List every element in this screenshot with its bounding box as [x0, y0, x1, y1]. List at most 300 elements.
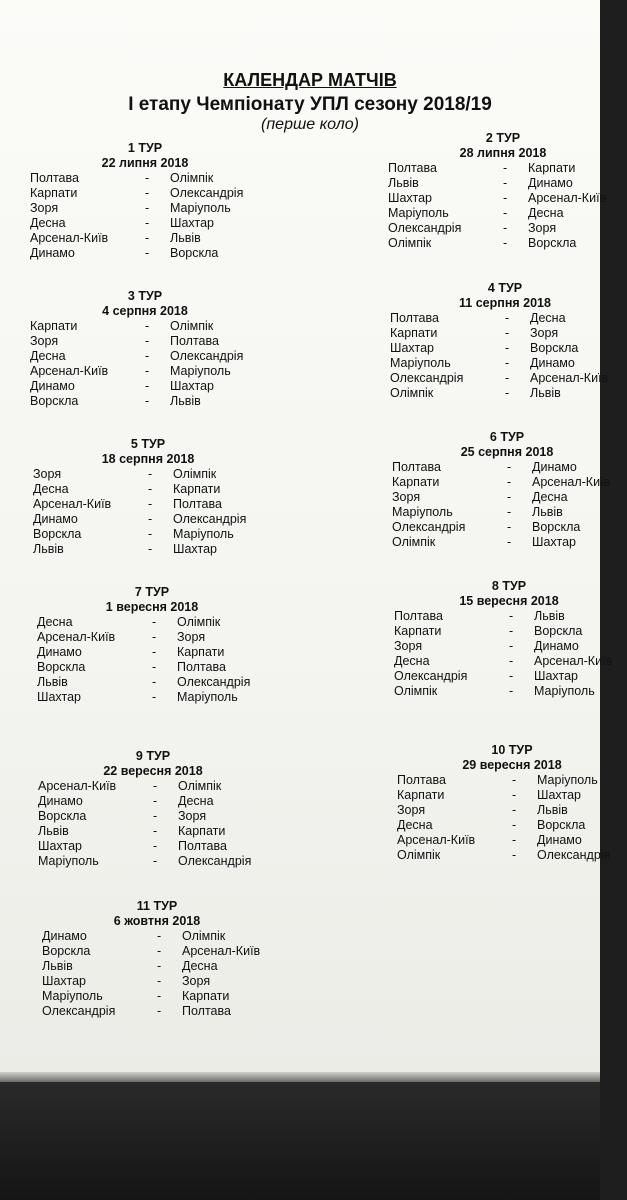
- home-team: Олімпік: [397, 848, 441, 862]
- round-number: 2 ТУР: [485, 131, 521, 145]
- home-team: Шахтар: [37, 690, 82, 704]
- away-team: Десна: [178, 794, 214, 808]
- match-row: [30, 319, 260, 334]
- round-number: 8 ТУР: [491, 579, 527, 593]
- home-team: Шахтар: [388, 191, 433, 205]
- home-team: Динамо: [42, 929, 87, 943]
- home-team: Олімпік: [390, 386, 434, 400]
- away-team: Карпати: [177, 645, 225, 659]
- away-team: Арсенал-Київ: [528, 191, 607, 205]
- home-team: Маріуполь: [390, 356, 451, 370]
- home-team: Полтава: [390, 311, 439, 325]
- round-date: 28 липня 2018: [459, 146, 547, 160]
- match-separator: -: [157, 944, 162, 958]
- match-separator: -: [507, 505, 512, 519]
- away-team: Олександрія: [537, 848, 611, 862]
- match-row: [33, 512, 263, 527]
- match-separator: -: [512, 773, 517, 787]
- away-team: Львів: [532, 505, 563, 519]
- round-block: [38, 749, 268, 869]
- match-row: [392, 535, 622, 550]
- round-date: 22 вересня 2018: [103, 764, 203, 778]
- away-team: Олександрія: [173, 512, 247, 526]
- match-row: [30, 186, 260, 201]
- home-team: Арсенал-Київ: [30, 364, 109, 378]
- away-team: Карпати: [178, 824, 226, 838]
- match-separator: -: [507, 490, 512, 504]
- home-team: Шахтар: [42, 974, 87, 988]
- match-row: [390, 371, 620, 386]
- away-team: Динамо: [530, 356, 575, 370]
- match-row: [390, 386, 620, 401]
- match-row: [390, 311, 620, 326]
- away-team: Маріуполь: [534, 684, 595, 698]
- round-block: [397, 743, 627, 863]
- match-separator: -: [512, 833, 517, 847]
- away-team: Десна: [528, 206, 564, 220]
- document-subtitle: І етапу Чемпіонату УПЛ сезону 2018/19: [128, 94, 492, 115]
- home-team: Десна: [30, 349, 66, 363]
- round-block: [390, 281, 620, 401]
- match-row: [388, 176, 618, 191]
- home-team: Олімпік: [388, 236, 432, 250]
- match-separator: -: [145, 201, 150, 215]
- match-separator: -: [148, 467, 153, 481]
- match-separator: -: [153, 824, 158, 838]
- away-team: Динамо: [537, 833, 582, 847]
- match-separator: -: [505, 386, 510, 400]
- document-note: (перше коло): [261, 116, 359, 133]
- match-separator: -: [152, 675, 157, 689]
- home-team: Львів: [38, 824, 69, 838]
- round-block: [37, 585, 267, 705]
- match-row: [33, 497, 263, 512]
- match-separator: -: [153, 854, 158, 868]
- away-team: Маріуполь: [170, 201, 231, 215]
- home-team: Динамо: [37, 645, 82, 659]
- match-row: [38, 794, 268, 809]
- match-separator: -: [157, 959, 162, 973]
- match-separator: -: [145, 319, 150, 333]
- round-date: 11 серпня 2018: [459, 296, 551, 310]
- home-team: Арсенал-Київ: [397, 833, 476, 847]
- match-separator: -: [509, 639, 514, 653]
- home-team: Ворскла: [37, 660, 86, 674]
- away-team: Полтава: [178, 839, 227, 853]
- away-team: Зоря: [178, 809, 207, 823]
- match-row: [42, 974, 272, 989]
- match-row: [33, 542, 263, 557]
- home-team: Динамо: [30, 246, 75, 260]
- away-team: Полтава: [173, 497, 222, 511]
- match-separator: -: [507, 520, 512, 534]
- match-row: [394, 684, 624, 699]
- home-team: Арсенал-Київ: [37, 630, 116, 644]
- round-date: 18 серпня 2018: [101, 452, 195, 466]
- match-row: [38, 824, 268, 839]
- away-team: Олімпік: [177, 615, 221, 629]
- away-team: Маріуполь: [177, 690, 238, 704]
- away-team: Зоря: [530, 326, 559, 340]
- match-separator: -: [509, 669, 514, 683]
- match-separator: -: [145, 364, 150, 378]
- match-row: [392, 475, 622, 490]
- away-team: Львів: [534, 609, 565, 623]
- match-separator: -: [145, 379, 150, 393]
- round-block: [394, 579, 624, 699]
- home-team: Олександрія: [394, 669, 468, 683]
- match-separator: -: [157, 974, 162, 988]
- home-team: Ворскла: [42, 944, 91, 958]
- match-separator: -: [153, 794, 158, 808]
- away-team: Ворскла: [534, 624, 583, 638]
- dark-background: [0, 1082, 600, 1200]
- home-team: Олімпік: [394, 684, 438, 698]
- home-team: Арсенал-Київ: [38, 779, 117, 793]
- away-team: Арсенал-Київ: [182, 944, 261, 958]
- round-number: 6 ТУР: [489, 430, 525, 444]
- match-row: [42, 929, 272, 944]
- match-row: [38, 839, 268, 854]
- match-row: [37, 645, 267, 660]
- match-row: [388, 221, 618, 236]
- match-row: [397, 818, 627, 833]
- match-separator: -: [503, 206, 508, 220]
- home-team: Маріуполь: [388, 206, 449, 220]
- away-team: Ворскла: [170, 246, 219, 260]
- match-separator: -: [153, 809, 158, 823]
- round-number: 5 ТУР: [130, 437, 166, 451]
- round-date: 15 вересня 2018: [459, 594, 559, 608]
- away-team: Маріуполь: [537, 773, 598, 787]
- match-row: [392, 460, 622, 475]
- home-team: Шахтар: [390, 341, 435, 355]
- round-date: 6 жовтня 2018: [113, 914, 201, 928]
- round-number: 9 ТУР: [135, 749, 171, 763]
- match-separator: -: [157, 929, 162, 943]
- match-separator: -: [507, 460, 512, 474]
- home-team: Львів: [33, 542, 64, 556]
- match-separator: -: [505, 326, 510, 340]
- away-team: Полтава: [182, 1004, 231, 1018]
- away-team: Карпати: [182, 989, 230, 1003]
- away-team: Олександрія: [177, 675, 251, 689]
- home-team: Полтава: [397, 773, 446, 787]
- match-row: [394, 639, 624, 654]
- home-team: Зоря: [394, 639, 423, 653]
- match-separator: -: [145, 216, 150, 230]
- round-block: [42, 899, 272, 1019]
- round-date: 25 серпня 2018: [460, 445, 554, 459]
- away-team: Зоря: [528, 221, 557, 235]
- match-row: [37, 690, 267, 705]
- away-team: Карпати: [173, 482, 221, 496]
- home-team: Десна: [394, 654, 430, 668]
- away-team: Шахтар: [170, 379, 215, 393]
- match-separator: -: [503, 161, 508, 175]
- away-team: Десна: [532, 490, 568, 504]
- match-separator: -: [148, 512, 153, 526]
- match-row: [33, 527, 263, 542]
- match-row: [30, 246, 260, 261]
- home-team: Динамо: [38, 794, 83, 808]
- match-row: [397, 833, 627, 848]
- away-team: Олександрія: [170, 349, 244, 363]
- home-team: Зоря: [397, 803, 426, 817]
- away-team: Арсенал-Київ: [534, 654, 613, 668]
- match-separator: -: [512, 803, 517, 817]
- match-row: [394, 669, 624, 684]
- match-separator: -: [148, 497, 153, 511]
- home-team: Маріуполь: [392, 505, 453, 519]
- home-team: Зоря: [33, 467, 62, 481]
- match-separator: -: [503, 176, 508, 190]
- match-row: [33, 482, 263, 497]
- home-team: Ворскла: [33, 527, 82, 541]
- match-separator: -: [145, 186, 150, 200]
- match-row: [37, 660, 267, 675]
- home-team: Арсенал-Київ: [30, 231, 109, 245]
- match-separator: -: [145, 171, 150, 185]
- match-separator: -: [512, 848, 517, 862]
- match-row: [30, 231, 260, 246]
- away-team: Львів: [530, 386, 561, 400]
- match-row: [30, 201, 260, 216]
- match-separator: -: [505, 311, 510, 325]
- match-row: [30, 379, 260, 394]
- match-separator: -: [505, 356, 510, 370]
- match-separator: -: [145, 349, 150, 363]
- match-separator: -: [503, 191, 508, 205]
- match-row: [33, 467, 263, 482]
- match-row: [394, 609, 624, 624]
- match-row: [30, 349, 260, 364]
- round-block: [30, 141, 260, 261]
- away-team: Шахтар: [532, 535, 577, 549]
- home-team: Олександрія: [42, 1004, 116, 1018]
- match-separator: -: [507, 535, 512, 549]
- away-team: Десна: [530, 311, 566, 325]
- round-number: 7 ТУР: [134, 585, 170, 599]
- match-separator: -: [503, 236, 508, 250]
- match-row: [37, 615, 267, 630]
- match-row: [388, 206, 618, 221]
- home-team: Десна: [30, 216, 66, 230]
- home-team: Полтава: [30, 171, 79, 185]
- away-team: Ворскла: [528, 236, 577, 250]
- match-row: [42, 959, 272, 974]
- away-team: Маріуполь: [173, 527, 234, 541]
- away-team: Шахтар: [537, 788, 582, 802]
- round-date: 29 вересня 2018: [462, 758, 562, 772]
- match-separator: -: [503, 221, 508, 235]
- match-separator: -: [152, 630, 157, 644]
- away-team: Ворскла: [537, 818, 586, 832]
- round-date: 22 липня 2018: [101, 156, 189, 170]
- away-team: Олімпік: [182, 929, 226, 943]
- match-separator: -: [157, 1004, 162, 1018]
- match-row: [397, 848, 627, 863]
- round-date: 1 вересня 2018: [105, 600, 199, 614]
- match-row: [30, 394, 260, 409]
- away-team: Арсенал-Київ: [530, 371, 609, 385]
- home-team: Полтава: [388, 161, 437, 175]
- away-team: Ворскла: [530, 341, 579, 355]
- home-team: Карпати: [392, 475, 440, 489]
- away-team: Зоря: [177, 630, 206, 644]
- round-number: 3 ТУР: [127, 289, 163, 303]
- round-block: [388, 131, 618, 251]
- match-row: [37, 630, 267, 645]
- round-block: [30, 289, 260, 409]
- match-separator: -: [145, 231, 150, 245]
- match-separator: -: [505, 371, 510, 385]
- match-row: [390, 356, 620, 371]
- match-separator: -: [152, 690, 157, 704]
- home-team: Маріуполь: [38, 854, 99, 868]
- match-separator: -: [152, 645, 157, 659]
- away-team: Львів: [170, 394, 201, 408]
- match-separator: -: [157, 989, 162, 1003]
- away-team: Шахтар: [173, 542, 218, 556]
- match-row: [388, 236, 618, 251]
- away-team: Полтава: [177, 660, 226, 674]
- away-team: Львів: [170, 231, 201, 245]
- home-team: Львів: [388, 176, 419, 190]
- away-team: Шахтар: [534, 669, 579, 683]
- round-number: 1 ТУР: [127, 141, 163, 155]
- home-team: Карпати: [390, 326, 438, 340]
- round-block: [33, 437, 263, 557]
- match-row: [390, 341, 620, 356]
- match-row: [37, 675, 267, 690]
- match-row: [388, 191, 618, 206]
- match-separator: -: [148, 527, 153, 541]
- match-separator: -: [153, 779, 158, 793]
- home-team: Ворскла: [30, 394, 79, 408]
- round-block: [392, 430, 622, 550]
- home-team: Карпати: [397, 788, 445, 802]
- home-team: Полтава: [392, 460, 441, 474]
- match-row: [38, 854, 268, 869]
- match-separator: -: [505, 341, 510, 355]
- away-team: Зоря: [182, 974, 211, 988]
- match-separator: -: [148, 542, 153, 556]
- home-team: Львів: [37, 675, 68, 689]
- away-team: Ворскла: [532, 520, 581, 534]
- match-row: [397, 773, 627, 788]
- away-team: Олімпік: [170, 319, 214, 333]
- home-team: Десна: [397, 818, 433, 832]
- match-row: [394, 624, 624, 639]
- document-title: КАЛЕНДАР МАТЧІВ: [223, 70, 397, 90]
- match-row: [42, 989, 272, 1004]
- match-separator: -: [145, 334, 150, 348]
- match-separator: -: [152, 660, 157, 674]
- match-separator: -: [145, 246, 150, 260]
- home-team: Зоря: [30, 334, 59, 348]
- home-team: Карпати: [30, 319, 78, 333]
- match-row: [397, 803, 627, 818]
- home-team: Маріуполь: [42, 989, 103, 1003]
- away-team: Олександрія: [178, 854, 252, 868]
- match-row: [392, 520, 622, 535]
- away-team: Олімпік: [170, 171, 214, 185]
- match-separator: -: [153, 839, 158, 853]
- match-row: [390, 326, 620, 341]
- match-row: [30, 171, 260, 186]
- match-separator: -: [512, 788, 517, 802]
- match-row: [38, 779, 268, 794]
- round-number: 11 ТУР: [136, 899, 178, 913]
- match-separator: -: [512, 818, 517, 832]
- match-separator: -: [509, 684, 514, 698]
- round-number: 4 ТУР: [487, 281, 523, 295]
- away-team: Динамо: [528, 176, 573, 190]
- match-separator: -: [509, 654, 514, 668]
- match-row: [42, 1004, 272, 1019]
- away-team: Десна: [182, 959, 218, 973]
- away-team: Карпати: [528, 161, 576, 175]
- away-team: Олександрія: [170, 186, 244, 200]
- match-row: [394, 654, 624, 669]
- home-team: Зоря: [392, 490, 421, 504]
- home-team: Карпати: [394, 624, 442, 638]
- away-team: Динамо: [534, 639, 579, 653]
- away-team: Олімпік: [178, 779, 222, 793]
- away-team: Маріуполь: [170, 364, 231, 378]
- match-row: [388, 161, 618, 176]
- away-team: Олімпік: [173, 467, 217, 481]
- home-team: Ворскла: [38, 809, 87, 823]
- home-team: Олександрія: [392, 520, 466, 534]
- match-separator: -: [509, 624, 514, 638]
- match-row: [30, 364, 260, 379]
- paper-edge: [0, 1072, 600, 1082]
- home-team: Арсенал-Київ: [33, 497, 112, 511]
- away-team: Львів: [537, 803, 568, 817]
- match-separator: -: [507, 475, 512, 489]
- match-row: [30, 216, 260, 231]
- home-team: Динамо: [33, 512, 78, 526]
- home-team: Десна: [37, 615, 73, 629]
- home-team: Полтава: [394, 609, 443, 623]
- match-separator: -: [509, 609, 514, 623]
- away-team: Арсенал-Київ: [532, 475, 611, 489]
- match-row: [392, 505, 622, 520]
- home-team: Олександрія: [390, 371, 464, 385]
- match-separator: -: [148, 482, 153, 496]
- away-team: Динамо: [532, 460, 577, 474]
- home-team: Олімпік: [392, 535, 436, 549]
- away-team: Полтава: [170, 334, 219, 348]
- round-number: 10 ТУР: [491, 743, 533, 757]
- home-team: Десна: [33, 482, 69, 496]
- match-separator: -: [152, 615, 157, 629]
- match-row: [392, 490, 622, 505]
- home-team: Динамо: [30, 379, 75, 393]
- match-row: [397, 788, 627, 803]
- match-row: [42, 944, 272, 959]
- match-row: [30, 334, 260, 349]
- round-date: 4 серпня 2018: [102, 304, 188, 318]
- match-separator: -: [145, 394, 150, 408]
- match-row: [38, 809, 268, 824]
- away-team: Шахтар: [170, 216, 215, 230]
- home-team: Львів: [42, 959, 73, 973]
- home-team: Карпати: [30, 186, 78, 200]
- home-team: Зоря: [30, 201, 59, 215]
